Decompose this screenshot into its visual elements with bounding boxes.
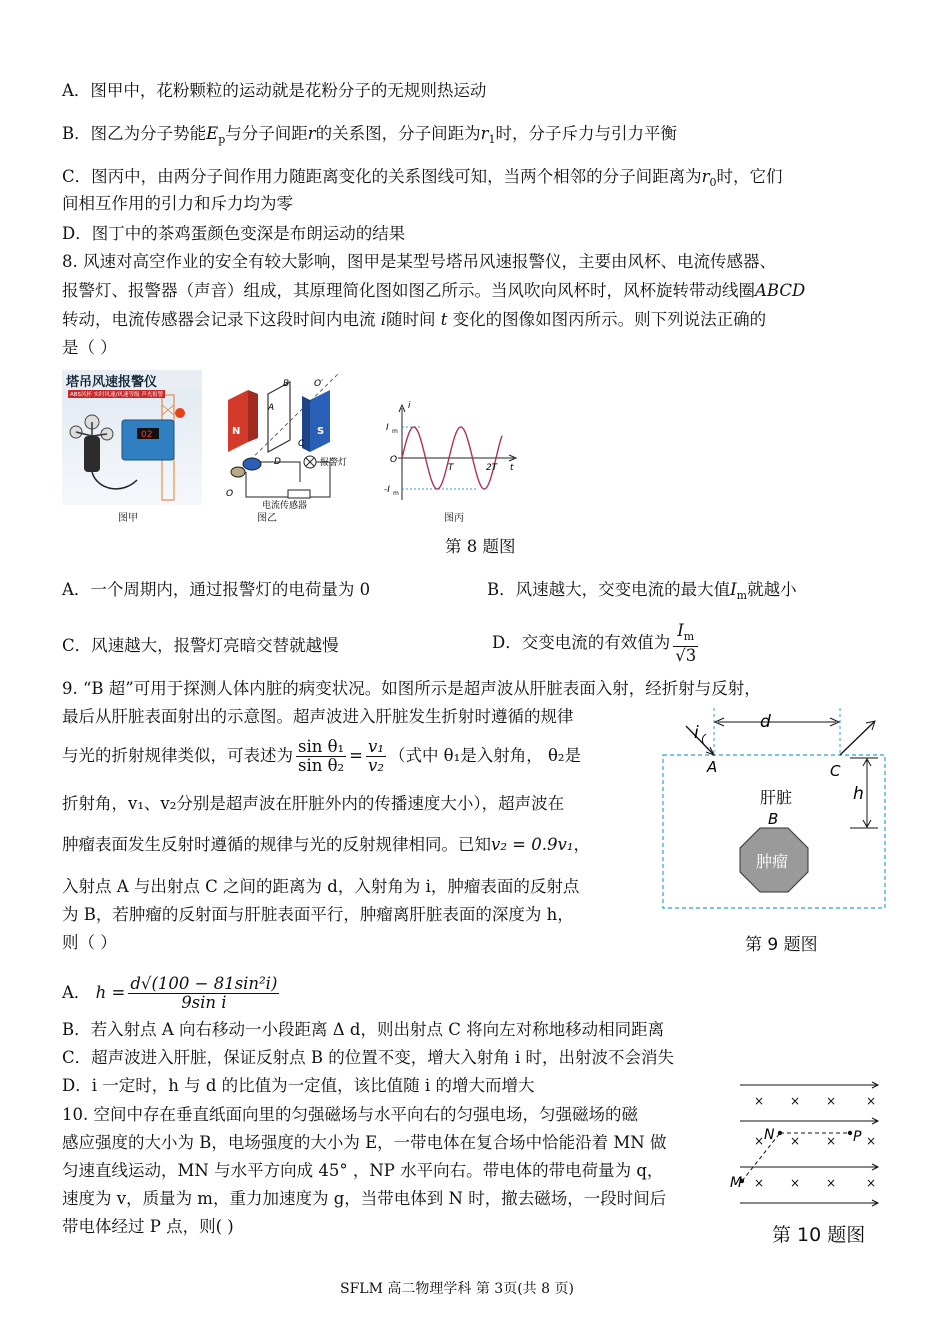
ultrasound-diagram [660,700,895,915]
field-line [740,1118,878,1124]
q8-figure-caption: 第 8 题图 [445,537,516,556]
label-h: h [853,784,864,804]
tick-2T: 2T [486,463,498,473]
display-readout: 02 [141,430,153,440]
field-cross: × [754,1094,765,1108]
label-n: N [232,426,241,437]
q8-fig-jia-title: 塔吊风速报警仪 [66,375,158,390]
q8-stem-line3: 转动，电流传感器会记录下这段时间内电流 i随时间 t 变化的图像如图丙所示。则下列说法正确的 [62,310,767,329]
label-sensor: 电流传感器 [262,501,308,511]
label-p: P [853,1129,862,1145]
q8-stem-line2: 报警灯、报警器（声音）组成，其原理简化图如图乙所示。当风吹向风杯时，风杯旋转带动线圈ABCD [62,281,806,300]
field-line [740,1082,878,1088]
incident-ray [686,726,714,755]
field-cross: × [790,1134,801,1148]
label-o-prime: O′ [314,379,324,389]
label-a: A [268,403,275,413]
origin-label: O [390,455,398,465]
q9-stem-line6: 入射点 A 与出射点 C 之间的距离为 d，入射角为 i，肿瘤表面的反射点 [62,877,580,896]
label-lamp: 报警灯 [320,458,348,468]
q8-fig-jia-subtitle: ABS风杯 实时风速/风速等级 声光报警 [70,392,164,398]
emergent-ray [840,722,874,755]
label-c: C [298,439,305,449]
q7-option-d: D．图丁中的茶鸡蛋颜色变深是布朗运动的结果 [62,224,406,243]
tick-im-sub: m [392,428,398,435]
q8-fig-yi-caption: 图乙 [257,513,277,524]
field-cross: × [826,1094,837,1108]
q10-stem-line2: 感应强度的大小为 B，电场强度的大小为 E，一带电体在复合场中恰能沿着 MN 做 [62,1133,667,1152]
label-b: B [768,810,779,828]
axis-i-label: i [408,401,411,411]
field-diagram [732,1075,882,1215]
field-cross: × [866,1094,877,1108]
q8-fig-jia-caption: 图甲 [118,513,138,524]
q10-stem-line4: 速度为 v，质量为 m，重力加速度为 g，当带电体到 N 时，撤去磁场，一段时间后 [62,1189,667,1208]
coil-abcd [268,382,290,452]
q8-figure-jia [62,370,202,505]
q8-option-a: A．一个周期内，通过报警灯的电荷量为 0 [62,580,371,599]
q8-figure-bing [382,400,522,505]
q10-stem-line3: 匀速直线运动，MN 与水平方向成 45° ，NP 水平向右。带电体的带电荷量为 q， [62,1161,664,1180]
tick-neg-im: -I [384,485,390,495]
q9-option-c: C．超声波进入肝脏，保证反射点 B 的位置不变，增大入射角 i 时，出射波不会消失 [62,1048,675,1067]
q9-stem-line4: 折射角，v₁、v₂分别是超声波在肝脏外内的传播速度大小），超声波在 [62,794,565,813]
field-cross: × [826,1176,837,1190]
q10-figure [732,1075,882,1215]
q9-stem-line5: 肿瘤表面发生反射时遵循的规律与光的反射规律相同。已知v₂ = 0.9v₁， [62,835,590,854]
label-i: i [694,723,699,743]
label-o: O [226,489,234,499]
q9-stem-line8: 则（ ） [62,933,117,952]
page-footer: SFLM 高二物理学科 第 3页(共 8 页) [340,1281,574,1297]
generator-schematic [210,372,370,512]
label-liver: 肝脏 [760,788,793,807]
field-cross: × [866,1176,877,1190]
magnet-n [228,390,248,452]
q9-figure [660,700,895,915]
q9-option-a: A． h = $\frac{\text{d√(100 − 81sin²i)}}{\text{9sin i}}$ [62,974,278,1012]
field-cross: × [754,1176,765,1190]
label-n: N [764,1127,775,1143]
field-cross: × [754,1134,765,1148]
q10-figure-caption: 第 10 题图 [772,1224,866,1246]
magnet-s [310,390,330,452]
q9-stem-line3: 与光的折射规律类似，可表述为 $\frac{\text{sin θ₁}}{\text{sin θ₂}}$ = $\frac{\text{v₁}}{\text{v₂}}$ （式中 θ₁是入射角， θ₂是 [62,737,582,775]
label-d: D [274,457,281,467]
q10-stem-line5: 带电体经过 P 点，则( ) [62,1217,234,1236]
field-line [740,1200,878,1206]
label-s: S [317,426,325,437]
q7-option-c: C．图丙中，由两分子间作用力随距离变化的关系图线可知，当两个相邻的分子间距离为$r_0$时，它们 [62,167,783,189]
label-a: A [707,758,718,776]
field-cross: × [790,1094,801,1108]
q7-option-c-line2: 间相互作用的引力和斥力均为零 [62,194,293,213]
q8-stem-line1: 8. 风速对高空作业的安全有较大影响，图甲是某型号塔吊风速报警仪，主要由风杯、电流传感器、 [62,252,776,271]
q9-stem-line2: 最后从肝脏表面射出的示意图。超声波进入肝脏发生折射时遵循的规律 [62,707,574,726]
q8-stem-line4: 是（ ） [62,338,117,357]
q8-option-d: D．交变电流的有效值为 $\frac{I_m}{√3}$ [492,621,697,665]
tick-neg-im-sub: m [393,490,399,497]
q8-fig-bing-caption: 图丙 [444,513,464,524]
q9-stem-line1: 9. “B 超”可用于探测人体内脏的病变状况。如图所示是超声波从肝脏表面入射，经折射与反射， [62,679,761,698]
q9-option-b: B．若入射点 A 向右移动一小段距离 Δ d，则出射点 C 将向左对称地移动相同距离 [62,1020,665,1039]
axis-t-label: t [510,463,514,473]
label-m: M [730,1175,743,1191]
q8-option-c: C．风速越大，报警灯亮暗交替就越慢 [62,636,339,655]
q7-option-a: A．图甲中，花粉颗粒的运动就是花粉分子的无规则热运动 [62,81,487,100]
tick-T: T [448,463,454,473]
q8-option-b: B．风速越大，交变电流的最大值$I_m$就越小 [487,580,797,602]
label-d: d [760,712,771,732]
q10-stem-line1: 10. 空间中存在垂直纸面向里的匀强磁场与水平向右的匀强电场，匀强磁场的磁 [62,1105,638,1124]
field-line [740,1164,878,1170]
q9-figure-caption: 第 9 题图 [745,935,818,955]
label-b: B [283,379,290,389]
q9-option-d: D．i 一定时，h 与 d 的比值为一定值，该比值随 i 的增大而增大 [62,1076,535,1095]
label-tumor: 肿瘤 [756,852,789,871]
q8-figure-yi [210,372,370,512]
label-c: C [830,762,841,780]
field-cross: × [826,1134,837,1148]
field-cross: × [866,1134,877,1148]
q7-option-b: B．图乙为分子势能$E_p$与分子间距r的关系图，分子间距为$r_1$时，分子斥力与引力平衡 [62,124,678,146]
tick-im: I [386,423,389,433]
sensor-symbol [288,490,310,498]
current-time-graph [382,400,522,505]
field-cross: × [790,1176,801,1190]
q9-stem-line7: 为 B，若肿瘤的反射面与肝脏表面平行，肿瘤离肝脏表面的深度为 h， [62,905,574,924]
